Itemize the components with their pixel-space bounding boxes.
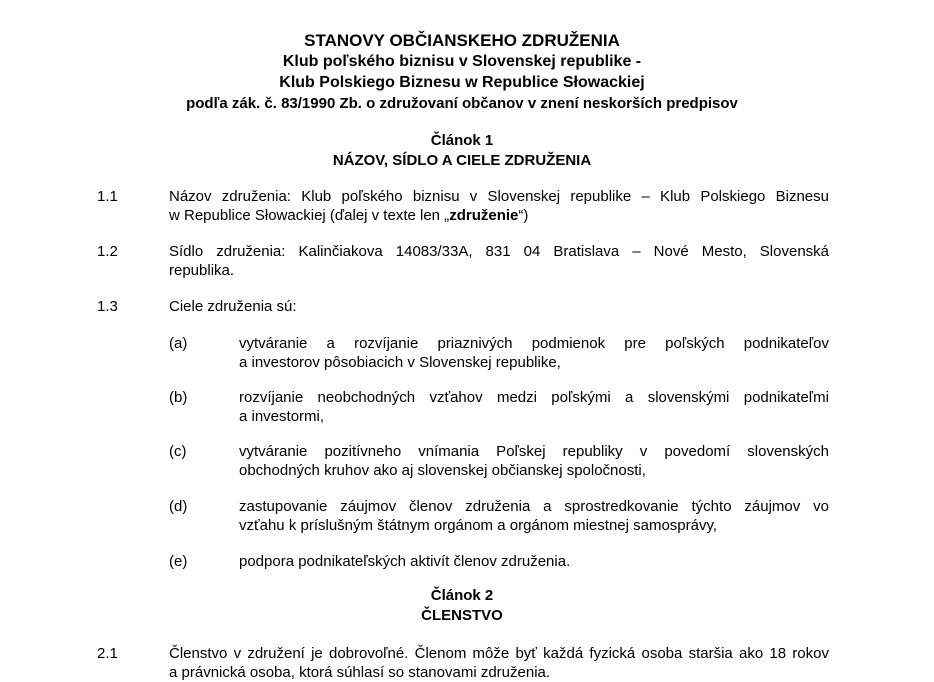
list-item-d (239, 497, 829, 535)
paragraph-1-2-line-2: republika. (169, 262, 235, 279)
article-2-title: ČLENSTVO (421, 607, 503, 624)
list-item-d-letter: (d) (169, 498, 188, 515)
paragraph-1-1-line-1: Názov združenia: Klub poľského biznisu v Slovenskej republike – Klub Polskiego Biznesu (169, 188, 829, 205)
list-item-e (239, 552, 829, 571)
paragraph-1-3-number: 1.3 (97, 298, 118, 315)
list-item-a (239, 334, 829, 372)
paragraph-1-2-number: 1.2 (97, 243, 118, 260)
paragraph-2-1 (169, 644, 829, 682)
club-name-polish: Klub Polskiego Biznesu w Republice Słowackiej (279, 74, 645, 91)
paragraph-1-3: Ciele združenia sú: (169, 298, 297, 315)
article-2-number: Článok 2 (430, 587, 494, 604)
list-item-c-line-1: vytváranie pozitívneho vnímania Poľskej republiky v povedomí slovenských (239, 443, 829, 460)
list-item-d-line-2: vzťahu k príslušným štátnym orgánom a orgánom miestnej samosprávy, (239, 517, 718, 534)
paragraph-1-1-line-2-pre: w Republice Słowackiej (ďalej v texte len „ (169, 207, 450, 224)
article-1-number: Článok 1 (430, 132, 494, 149)
legal-basis: podľa zák. č. 83/1990 Zb. o združovaní občanov v znení neskorších predpisov (186, 95, 738, 112)
list-item-c-letter: (c) (169, 443, 187, 460)
paragraph-2-1-line-1: Členstvo v združení je dobrovoľné. Členom môže byť každá fyzická osoba staršia ako 18 rokov (169, 645, 829, 662)
defined-term-zdruzenie: združenie (449, 207, 519, 224)
paragraph-1-1-line-2-post: “) (518, 207, 529, 224)
list-item-c (239, 442, 829, 480)
paragraph-2-1-number: 2.1 (97, 645, 118, 662)
list-item-b-line-1: rozvíjanie neobchodných vzťahov medzi poľskými a slovenskými podnikateľmi (239, 389, 829, 406)
list-item-c-line-2: obchodných kruhov ako aj slovenskej občianskej spoločnosti, (239, 462, 646, 479)
list-item-b (239, 388, 829, 426)
document-title: STANOVY OBČIANSKEHO ZDRUŽENIA (304, 31, 620, 50)
list-item-d-line-1: zastupovanie záujmov členov združenia a sprostredkovanie týchto záujmov vo (239, 498, 829, 515)
paragraph-2-1-line-2: a právnická osoba, ktorá súhlasí so stanovami združenia. (169, 664, 551, 681)
list-item-a-line-2: a investorov pôsobiacich v Slovenskej republike, (239, 354, 561, 371)
list-item-a-letter: (a) (169, 335, 188, 352)
paragraph-1-2-line-1: Sídlo združenia: Kalinčiakova 14083/33A, 831 04 Bratislava – Nové Mesto, Slovenská (169, 243, 829, 260)
list-item-b-letter: (b) (169, 389, 188, 406)
list-item-e-letter: (e) (169, 553, 188, 570)
paragraph-1-2 (169, 242, 829, 280)
club-name-slovak: Klub poľského biznisu v Slovenskej republike - (282, 53, 642, 70)
list-item-b-line-2: a investormi, (239, 408, 325, 425)
article-1-title: NÁZOV, SÍDLO A CIELE ZDRUŽENIA (332, 152, 592, 169)
paragraph-1-1 (169, 187, 829, 225)
list-item-a-line-1: vytváranie a rozvíjanie priaznivých podmienok pre poľských podnikateľov (239, 335, 829, 352)
document-title-block (0, 30, 924, 114)
article-2-heading (0, 586, 924, 626)
article-1-heading (0, 131, 924, 171)
paragraph-1-1-line-2 (169, 206, 829, 225)
paragraph-1-1-number: 1.1 (97, 188, 118, 205)
list-item-e-line-1: podpora podnikateľských aktivít členov združenia. (239, 553, 571, 570)
